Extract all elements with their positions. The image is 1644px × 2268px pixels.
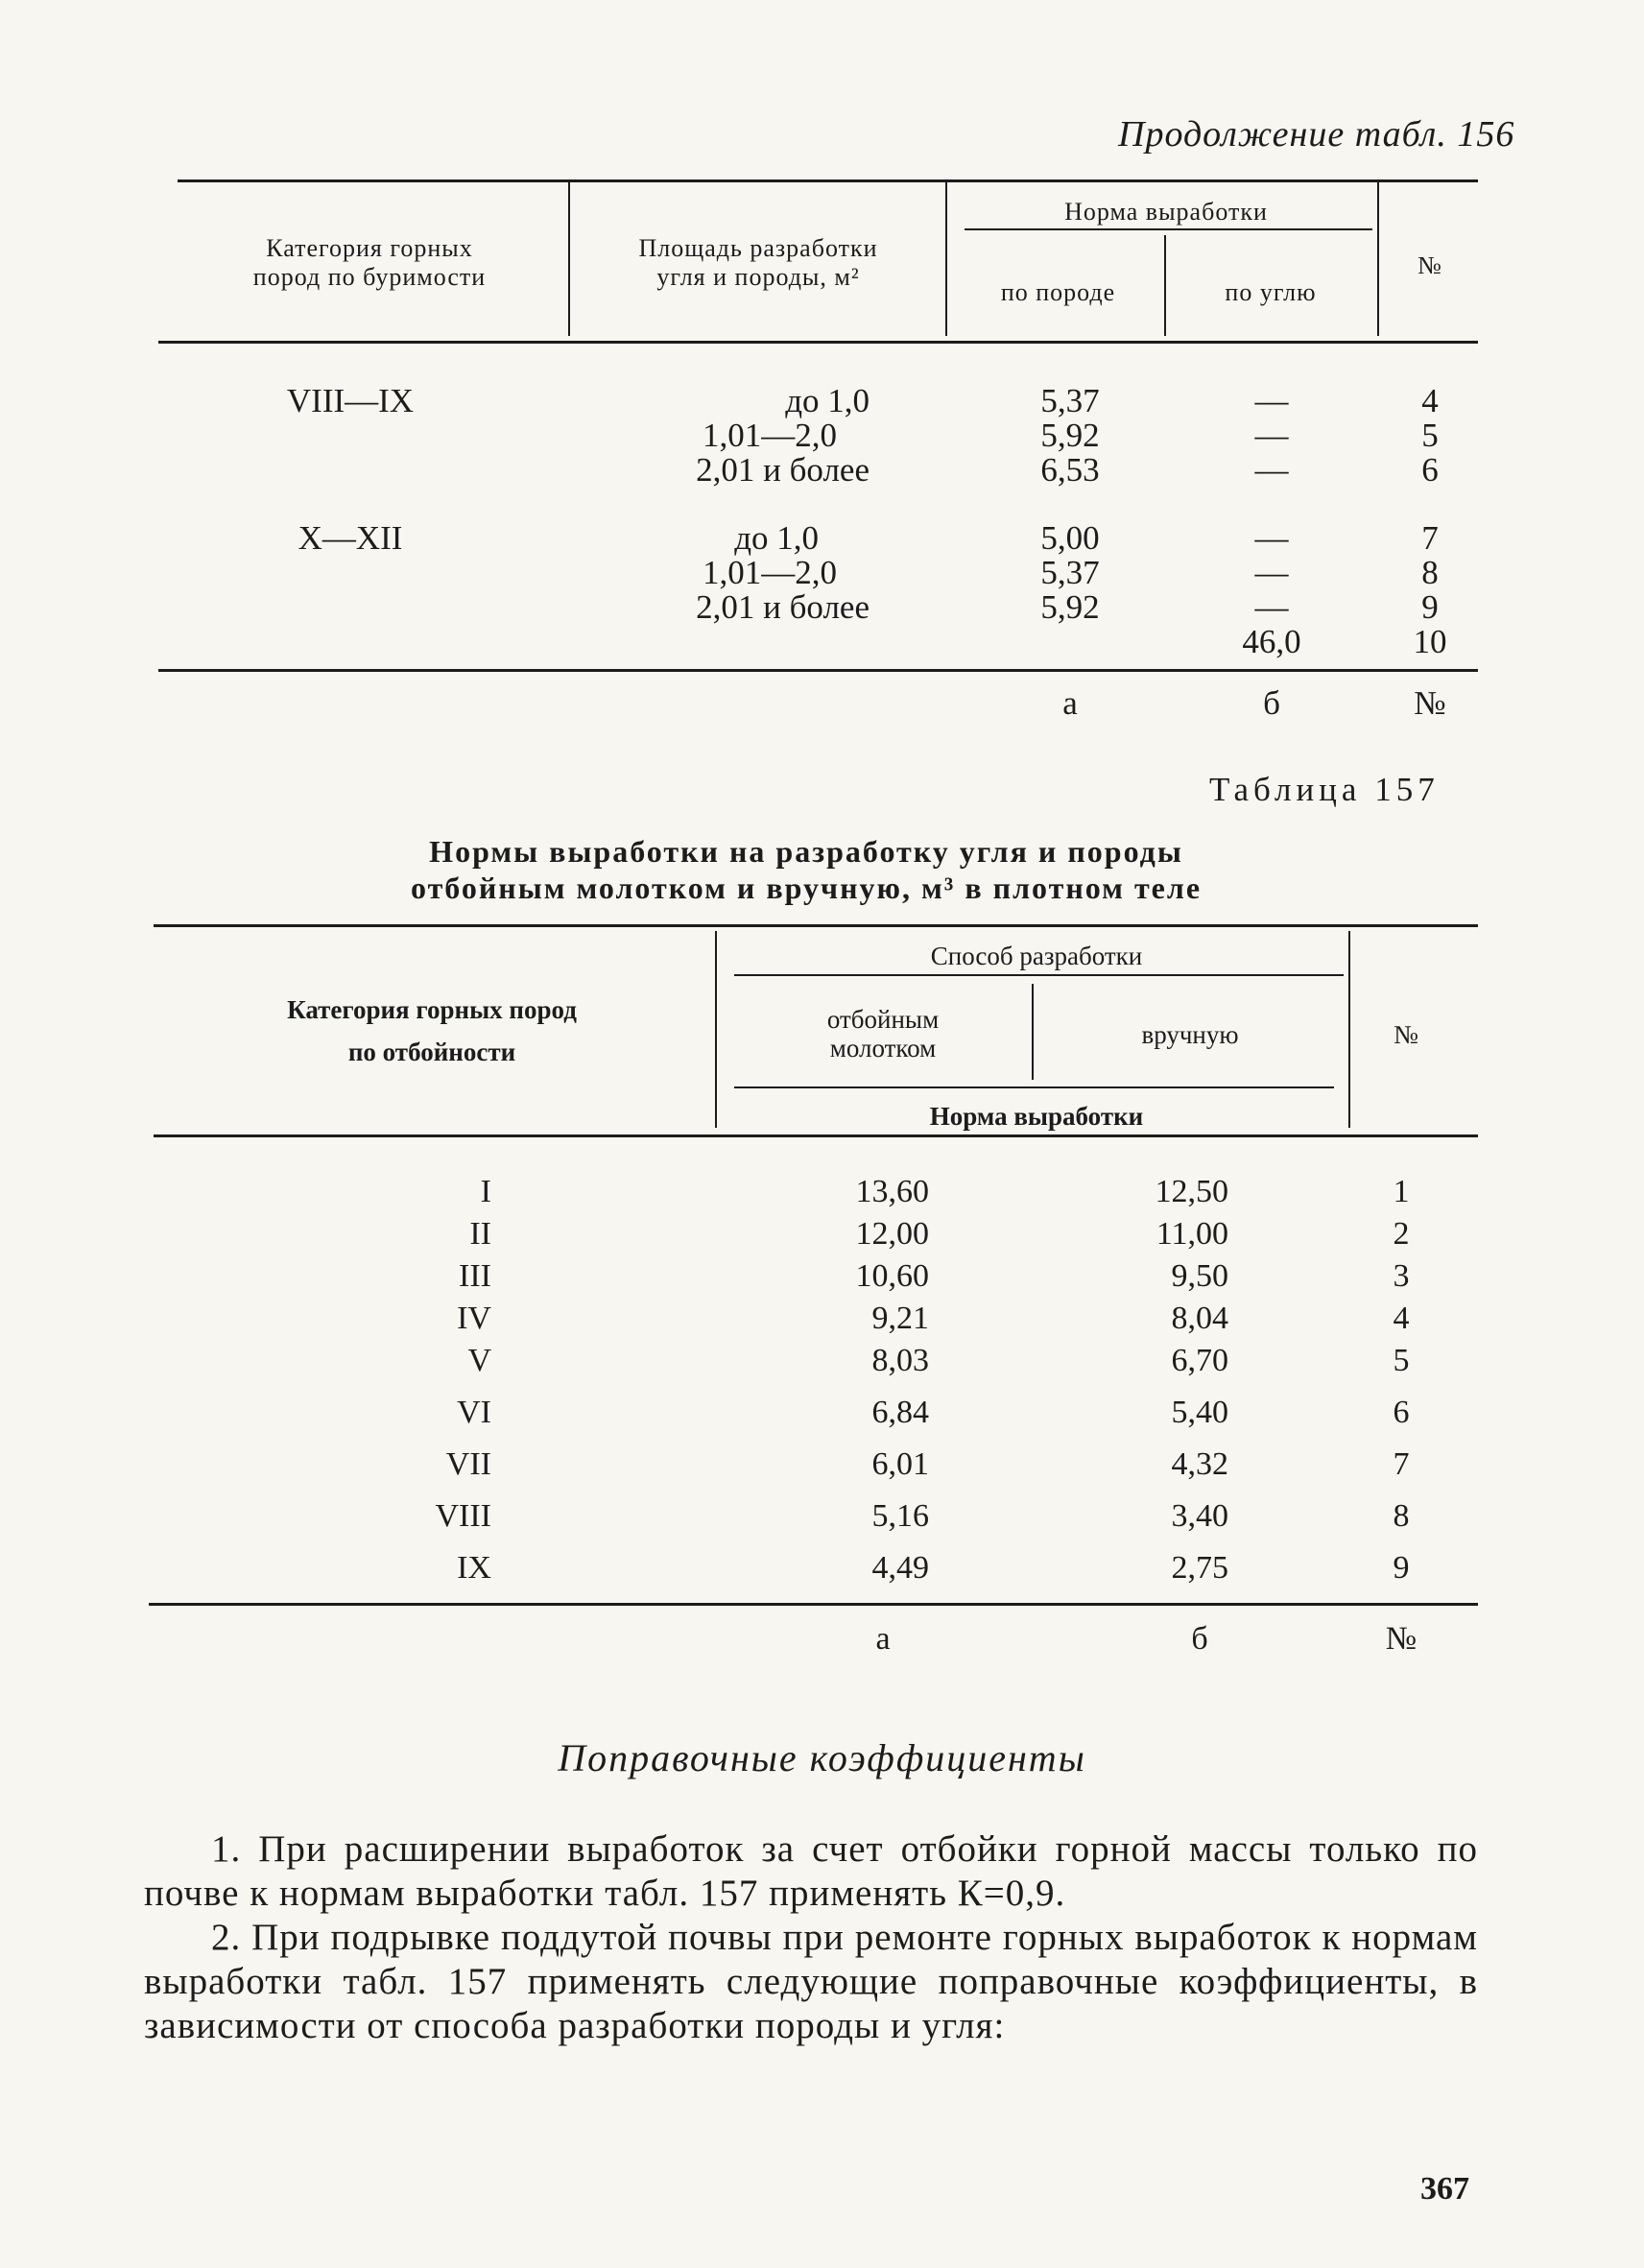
area-cell: до 1,0 <box>734 519 819 557</box>
table-157-header-rule <box>154 1134 1478 1137</box>
no-cell: 4 <box>1421 382 1439 419</box>
category-cell: V <box>467 1343 491 1378</box>
no-cell: 8 <box>1421 554 1439 591</box>
header-category: Категория горных пород по буримости <box>252 234 487 291</box>
header-no-157: № <box>1394 1020 1418 1049</box>
hammer-cell: 5,16 <box>871 1498 929 1534</box>
hammer-cell: 4,49 <box>871 1550 929 1586</box>
paragraph-2: 2. При подрывке поддутой почвы при ремонте горных выработок к нормам выработки табл. 157 применять следующие поправочные коэффициенты, в зависимости от способа разработки породы и угля: <box>144 1917 1478 2046</box>
hammer-cell: 6,84 <box>871 1395 929 1430</box>
section-title: Поправочные коэффициенты <box>558 1736 1086 1779</box>
manual-cell: 2,75 <box>1171 1550 1228 1586</box>
header-method: Способ разработки <box>930 942 1143 970</box>
manual-cell: 5,40 <box>1171 1395 1228 1430</box>
table-156-header-rule <box>158 341 1478 344</box>
hammer-cell: 10,60 <box>855 1258 929 1294</box>
footer-col-b: б <box>1191 1621 1208 1657</box>
no-cell: 7 <box>1393 1446 1410 1482</box>
no-cell: 5 <box>1393 1343 1410 1378</box>
footer-col-a: а <box>875 1621 891 1657</box>
table-157-bottom-rule <box>149 1603 1478 1606</box>
coal-cell: — <box>1254 588 1289 626</box>
rock-cell: 5,37 <box>1040 382 1100 419</box>
category-cell: VII <box>445 1446 491 1482</box>
footer-col-a: а <box>1062 684 1078 722</box>
no-cell: 1 <box>1393 1174 1410 1209</box>
header-norm: Норма выработки <box>1064 198 1268 226</box>
no-cell: 9 <box>1421 588 1439 626</box>
area-cell: 1,01—2,0 <box>703 554 837 591</box>
coal-cell: — <box>1254 382 1289 419</box>
rock-cell: 6,53 <box>1040 451 1100 489</box>
footer-col-no: № <box>1414 684 1446 722</box>
rock-cell: 5,00 <box>1040 519 1100 557</box>
manual-cell: 12,50 <box>1155 1174 1228 1209</box>
continuation-title: Продолжение табл. 156 <box>1118 114 1515 155</box>
header-category-157: Категория горных пород по отбойности <box>287 995 577 1066</box>
category-cell: I <box>480 1174 491 1209</box>
coal-cell: 46,0 <box>1242 623 1301 660</box>
no-cell: 5 <box>1421 417 1439 454</box>
coal-cell: — <box>1254 417 1289 454</box>
category-cell: II <box>469 1216 491 1252</box>
manual-cell: 11,00 <box>1156 1216 1228 1252</box>
no-cell: 9 <box>1393 1550 1410 1586</box>
rock-cell: 5,92 <box>1040 588 1100 626</box>
area-cell: до 1,0 <box>785 382 870 419</box>
category-cell: X—XII <box>298 519 403 557</box>
rock-cell: 5,37 <box>1040 554 1100 591</box>
no-cell: 8 <box>1393 1498 1410 1534</box>
table-157-caption: Нормы выработки на разработку угля и породы отбойным молотком и вручную, м³ в плотном теле <box>410 834 1203 905</box>
coal-cell: — <box>1254 451 1289 489</box>
area-cell: 1,01—2,0 <box>703 417 837 454</box>
hammer-cell: 8,03 <box>871 1343 929 1378</box>
category-cell: III <box>459 1258 491 1294</box>
no-cell: 2 <box>1393 1216 1410 1252</box>
page-number: 367 <box>1420 2171 1469 2207</box>
no-cell: 4 <box>1393 1301 1410 1336</box>
category-cell: VI <box>457 1395 491 1430</box>
category-cell: IV <box>457 1301 491 1336</box>
manual-cell: 6,70 <box>1171 1343 1228 1378</box>
manual-cell: 8,04 <box>1171 1301 1228 1336</box>
hammer-cell: 13,60 <box>855 1174 929 1209</box>
hammer-cell: 6,01 <box>871 1446 929 1482</box>
no-cell: 7 <box>1421 519 1439 557</box>
no-cell: 6 <box>1393 1395 1410 1430</box>
no-cell: 3 <box>1393 1258 1410 1294</box>
manual-cell: 9,50 <box>1171 1258 1228 1294</box>
coal-cell: — <box>1254 554 1289 591</box>
paragraph-1: 1. При расширении выработок за счет отбойки горной массы только по почве к нормам выработки табл. 157 применять К=0,9. <box>144 1828 1478 1914</box>
rock-cell: 5,92 <box>1040 417 1100 454</box>
footer-col-no: № <box>1385 1621 1418 1657</box>
area-cell: 2,01 и более <box>696 588 870 626</box>
table-157-label: Таблица 157 <box>1209 771 1440 808</box>
header-hammer: отбойным молотком <box>826 1005 940 1062</box>
header-no: № <box>1418 251 1442 279</box>
manual-cell: 4,32 <box>1171 1446 1228 1482</box>
area-cell: 2,01 и более <box>696 451 870 489</box>
header-area: Площадь разработки угля и породы, м² <box>638 234 878 291</box>
no-cell: 10 <box>1413 623 1447 660</box>
table-156-top-rule <box>178 179 1478 182</box>
footer-col-b: б <box>1263 684 1280 722</box>
category-cell: IX <box>457 1550 491 1586</box>
table-156-bottom-rule <box>158 669 1478 672</box>
table-157-top-rule <box>154 924 1478 927</box>
no-cell: 6 <box>1421 451 1439 489</box>
header-rock: по породе <box>1000 278 1116 306</box>
header-manual: вручную <box>1141 1020 1239 1049</box>
coal-cell: — <box>1254 519 1289 557</box>
manual-cell: 3,40 <box>1171 1498 1228 1534</box>
category-cell: VIII <box>435 1498 491 1534</box>
hammer-cell: 12,00 <box>855 1216 929 1252</box>
hammer-cell: 9,21 <box>871 1301 929 1336</box>
category-cell: VIII—IX <box>286 382 415 419</box>
header-norm-157: Норма выработки <box>929 1102 1144 1131</box>
header-coal: по углю <box>1225 278 1317 306</box>
